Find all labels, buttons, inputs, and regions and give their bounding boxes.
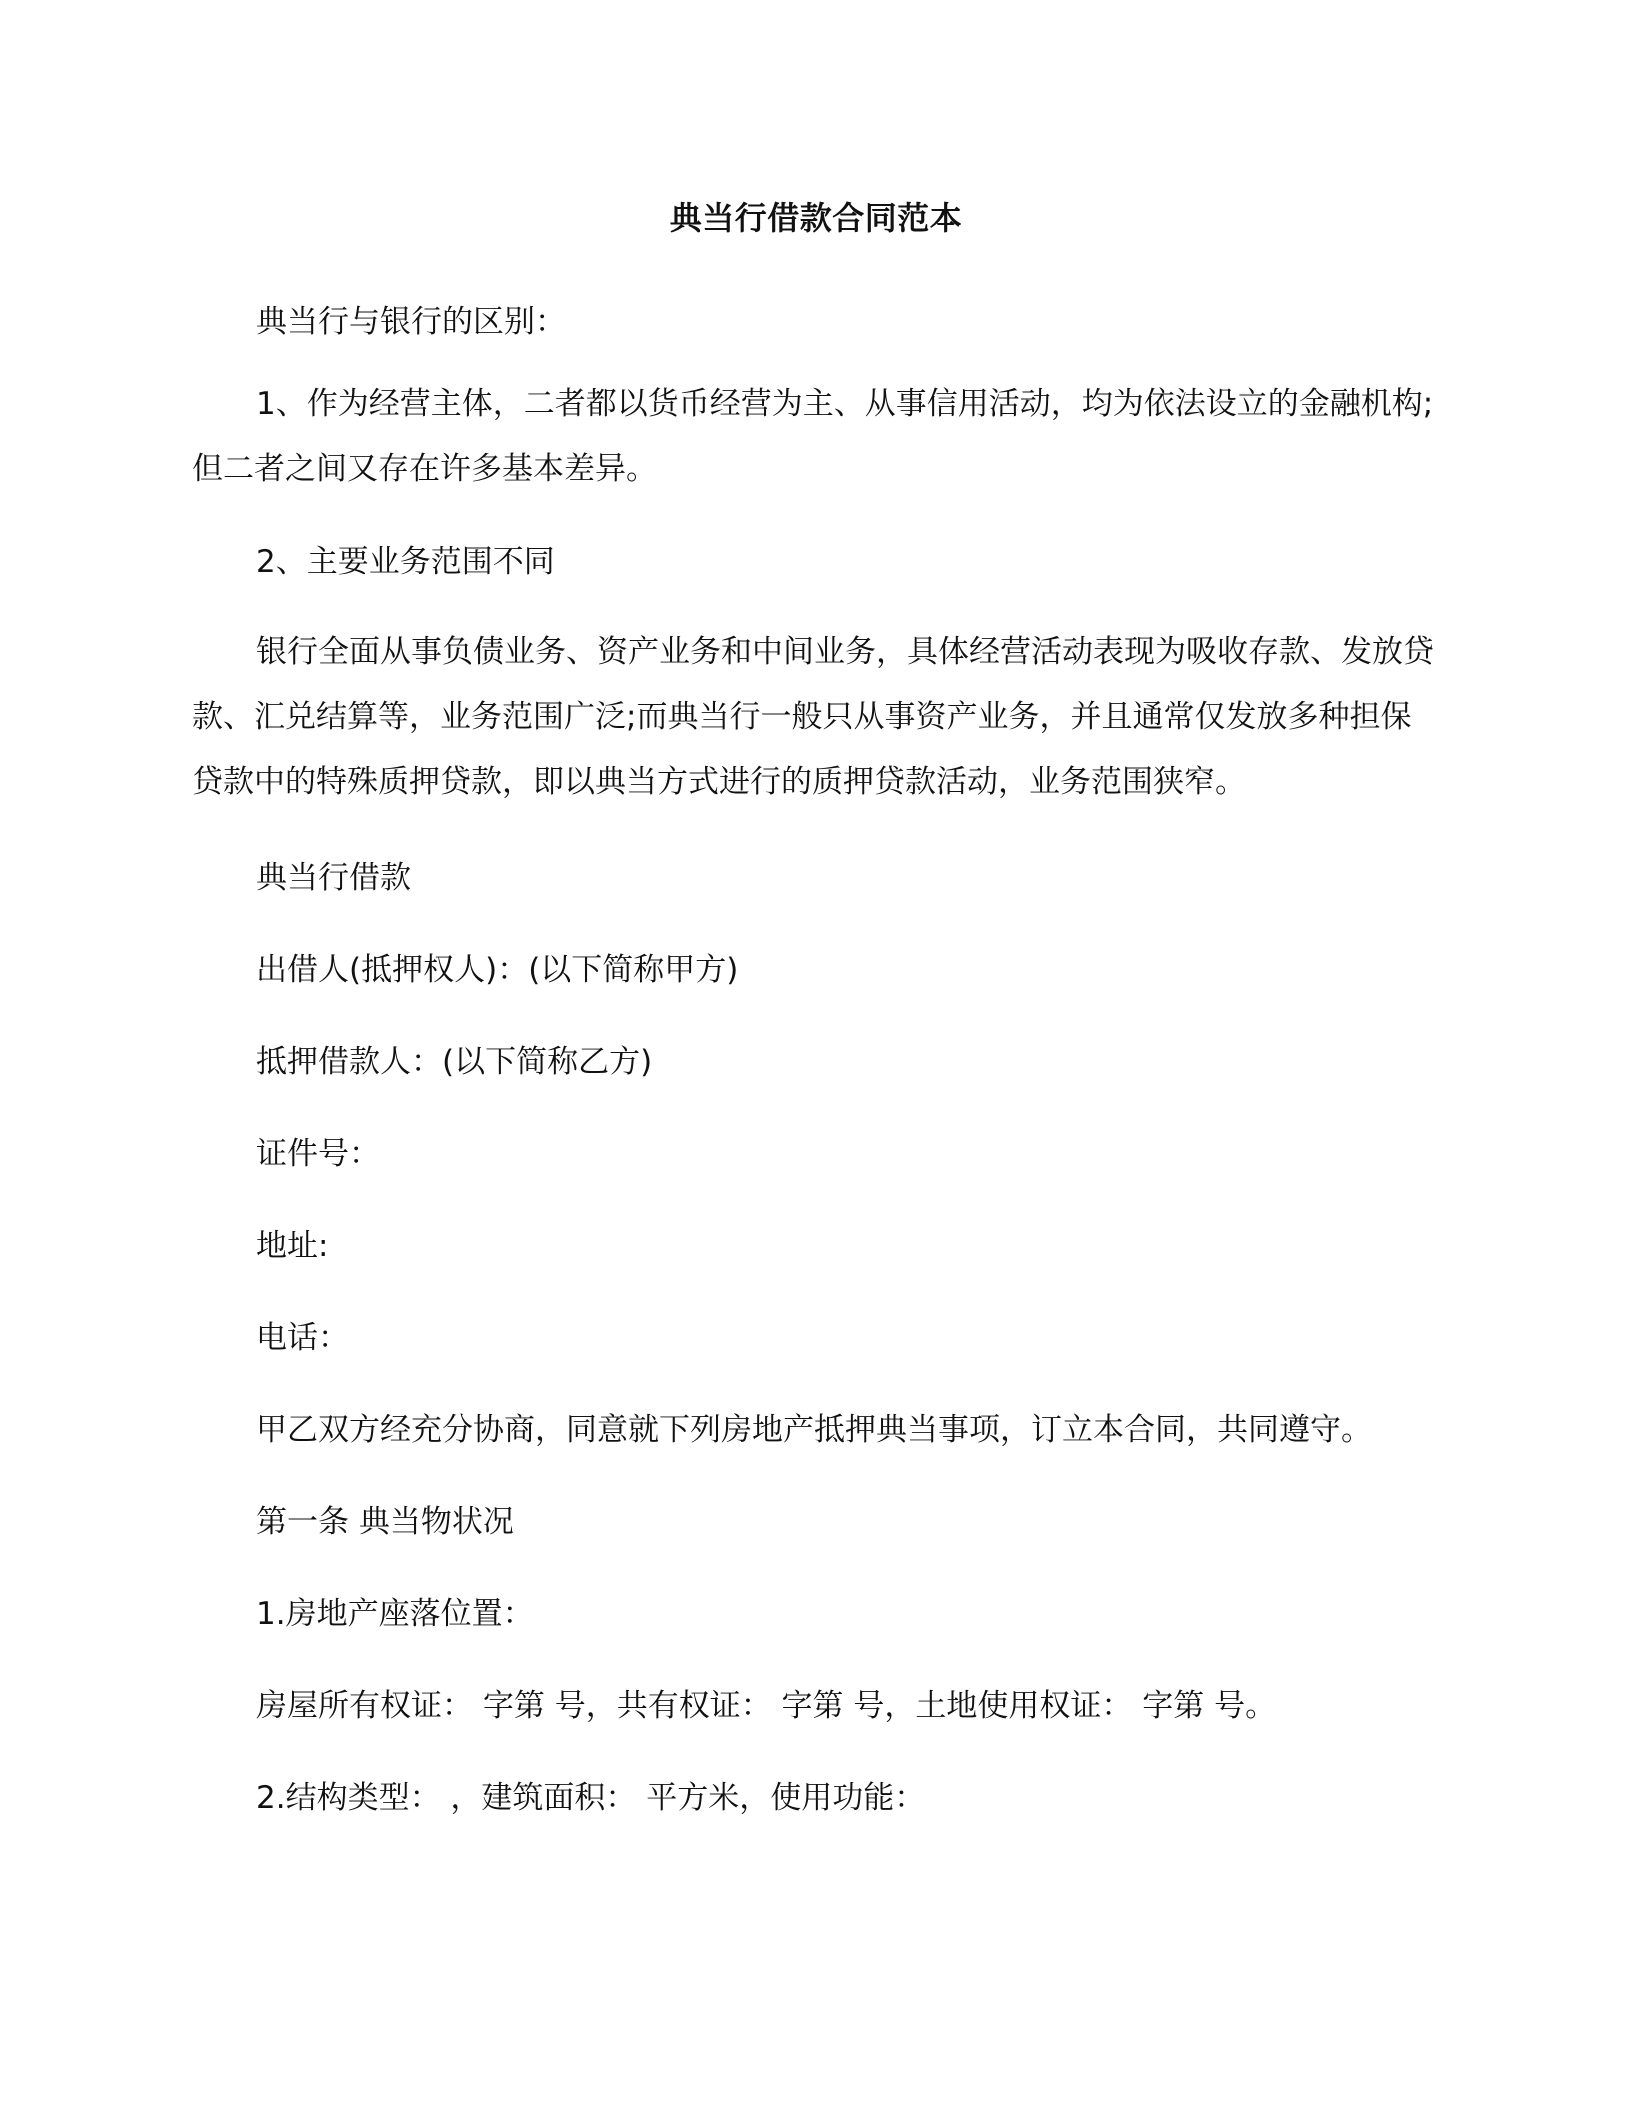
paragraph-business-scope: 银行全面从事负债业务、资产业务和中间业务，具体经营活动表现为吸收存款、发放贷款、汇兑结算等，业务范围广泛;而典当行一般只从事资产业务，并且通常仅发放多种担保贷款中的特殊质押贷款，即以典当方式进行的质押贷款活动，业务范围狭窄。 bbox=[192, 634, 1434, 800]
paragraph-id-number: 证件号： bbox=[256, 1136, 380, 1172]
document-title: 典当行借款合同范本 bbox=[669, 199, 963, 237]
paragraph-agreement: 甲乙双方经充分协商，同意就下列房地产抵押典当事项，订立本合同，共同遵守。 bbox=[256, 1412, 1372, 1448]
paragraph-point-1: 1、作为经营主体，二者都以货币经营为主、从事信用活动，均为依法设立的金融机构;但二者之间又存在许多基本差异。 bbox=[192, 386, 1434, 487]
paragraph-borrower: 抵押借款人：(以下简称乙方) bbox=[256, 1044, 653, 1080]
paragraph-address: 地址: bbox=[256, 1228, 329, 1264]
paragraph-location: 1.房地产座落位置： bbox=[256, 1596, 534, 1632]
paragraph-phone: 电话： bbox=[256, 1320, 349, 1356]
paragraph-point-2: 2、主要业务范围不同 bbox=[256, 544, 555, 580]
paragraph-article-1: 第一条 典当物状况 bbox=[256, 1504, 514, 1540]
paragraph-structure: 2.结构类型： ，建筑面积： 平方米，使用功能： bbox=[256, 1780, 926, 1816]
paragraph-bank-difference-heading: 典当行与银行的区别： bbox=[256, 304, 566, 340]
paragraph-lender: 出借人(抵押权人)：(以下简称甲方) bbox=[256, 952, 739, 988]
paragraph-pawnshop-loan: 典当行借款 bbox=[256, 860, 411, 896]
paragraph-certificates: 房屋所有权证： 字第 号，共有权证： 字第 号，土地使用权证： 字第 号。 bbox=[256, 1688, 1277, 1724]
